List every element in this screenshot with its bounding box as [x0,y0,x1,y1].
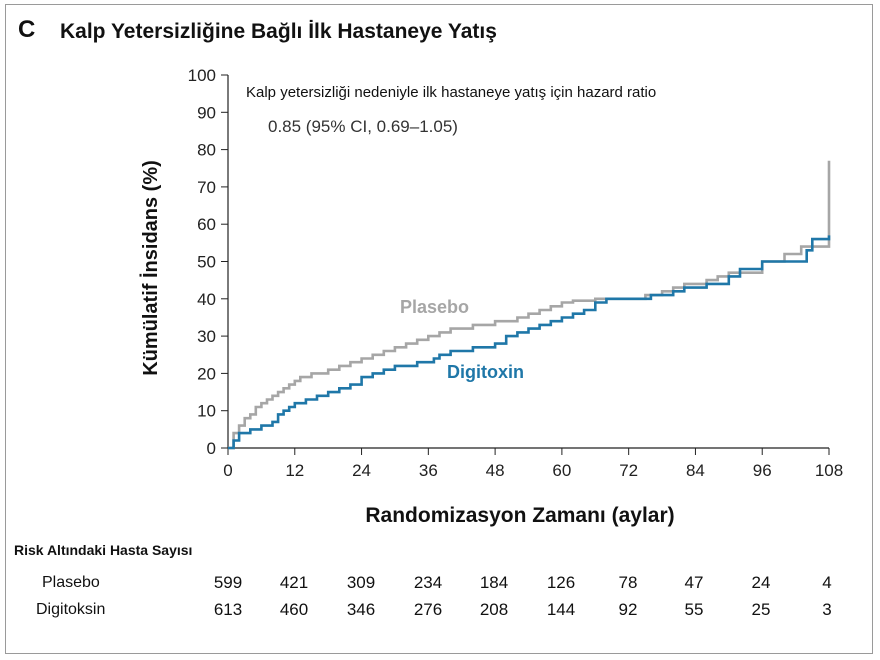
x-tick-label: 72 [619,461,639,480]
x-axis-label: Randomizasyon Zamanı (aylar) [365,504,675,527]
y-tick-label: 40 [197,289,216,309]
y-tick-label: 10 [197,401,216,421]
series-layer [228,161,829,448]
y-tick-label: 0 [206,439,216,458]
x-tick-label: 48 [485,461,505,480]
y-tick-label: 80 [197,140,216,160]
risk-cell: 421 [279,573,309,592]
y-tick-label: 20 [197,364,216,384]
x-tick-label: 36 [418,461,438,480]
x-tick-label: 12 [285,461,305,480]
risk-cell: 460 [279,600,309,619]
y-tick-label: 100 [187,66,216,85]
risk-cell: 25 [751,600,771,619]
y-tick-label: 50 [197,252,216,272]
x-tick-label: 0 [223,461,233,480]
y-tick-label: 30 [197,327,216,347]
y-axis-label: Kümülatif İnsidans (%) [140,160,162,376]
risk-cell: 92 [618,600,638,619]
x-tick-label: 24 [352,461,372,480]
series-label-plasebo: Plasebo [400,297,470,317]
risk-cell: 613 [213,600,243,619]
risk-cell: 234 [413,573,443,592]
x-tick-label: 60 [552,461,572,480]
risk-cell: 184 [479,573,509,592]
risk-row-label: Digitoksin [36,601,106,618]
risk-cell: 4 [822,573,832,592]
series-label-digitoxin: Digitoxin [447,362,524,382]
risk-cell: 24 [751,573,771,592]
x-tick-label: 108 [814,461,844,480]
panel-letter: C [18,16,36,43]
risk-table-title: Risk Altındaki Hasta Sayısı [14,542,193,558]
x-tick-label: 96 [752,461,772,480]
y-tick-label: 60 [197,215,216,235]
risk-cell: 144 [546,600,576,619]
risk-cell: 599 [213,573,243,592]
risk-row-label: Plasebo [42,574,100,591]
x-tick-label: 84 [685,461,705,480]
hazard-ratio-label: Kalp yetersizliği nedeniyle ilk hastaneye yatış için hazard ratio [246,84,657,101]
y-tick-label: 90 [197,103,216,123]
risk-cell: 78 [618,573,638,592]
risk-cell: 126 [546,573,576,592]
risk-cell: 346 [346,600,376,619]
risk-cell: 309 [346,573,376,592]
risk-cell: 208 [479,600,509,619]
series-line-plasebo [228,161,829,448]
risk-cell: 3 [822,600,832,619]
risk-cell: 55 [684,600,704,619]
y-tick-label: 70 [197,177,216,197]
hazard-ratio-value: 0.85 (95% CI, 0.69–1.05) [268,117,458,136]
risk-cell: 276 [413,600,443,619]
chart-title: Kalp Yetersizliğine Bağlı İlk Hastaneye Yatış [60,20,497,43]
series-line-digitoxin [228,235,829,448]
risk-cell: 47 [684,573,704,592]
